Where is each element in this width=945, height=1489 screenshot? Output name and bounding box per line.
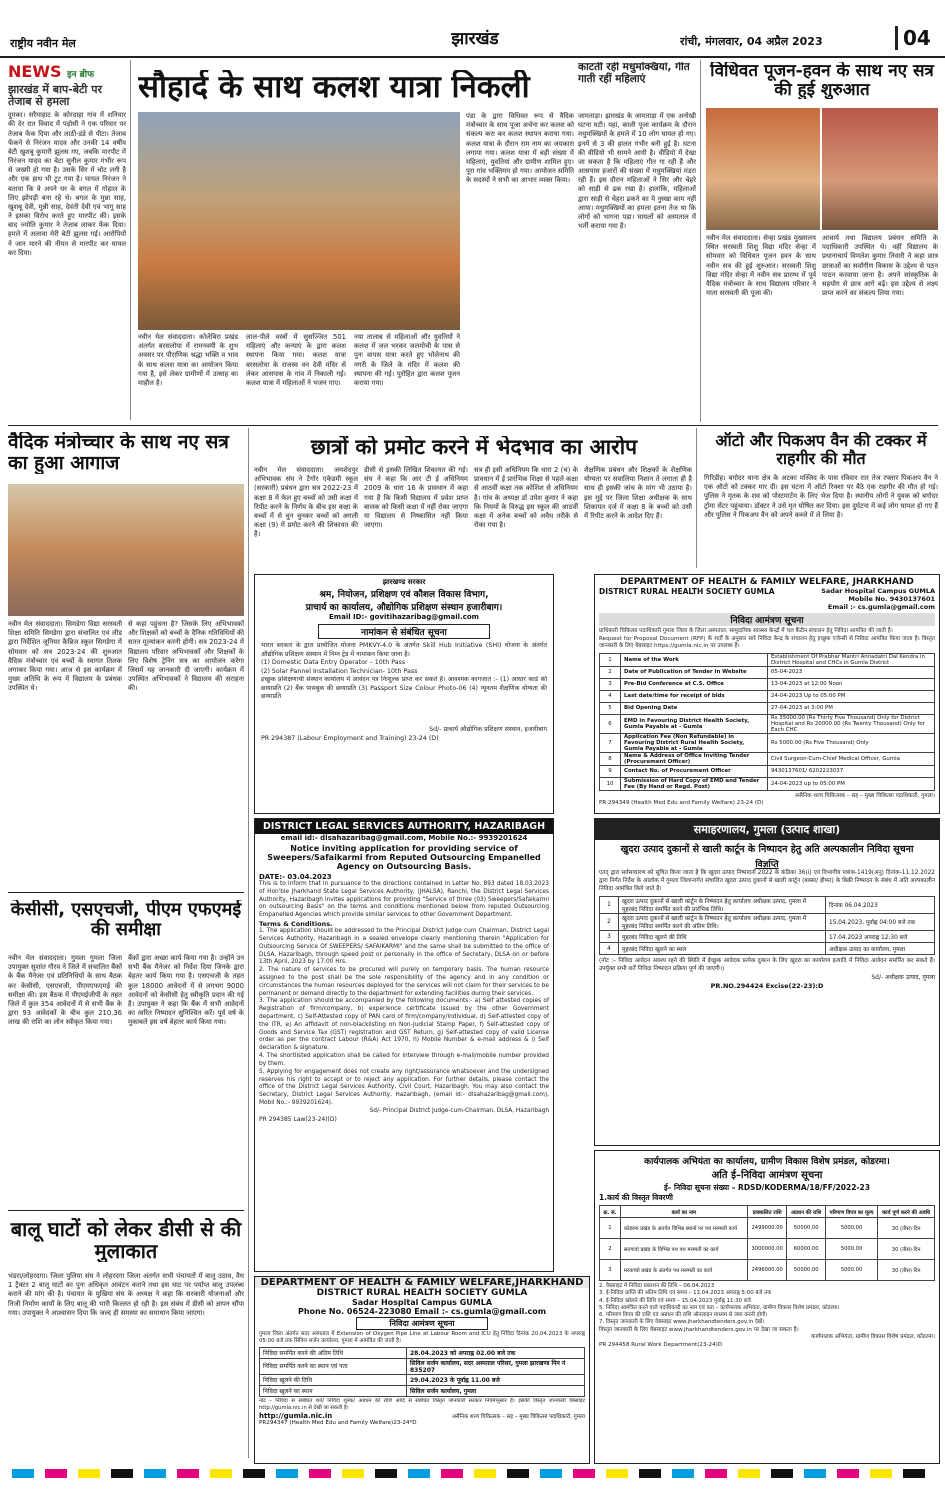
- row-value: 15.04.2023, पूर्वाह्न 04:00 बजे तक: [826, 914, 935, 931]
- news-tag: NEWS: [8, 62, 62, 81]
- row-number: 8: [600, 752, 621, 765]
- yagya-photo-2: [822, 108, 938, 230]
- cell-work: सतगावां प्रखंड के विभिन्न पथ पथ मरम्मती का कार्य: [620, 1239, 747, 1260]
- row-value: 9430137601/ 6202223037: [768, 765, 935, 777]
- kalash-photo: [138, 112, 460, 330]
- table-row: [600, 1260, 935, 1281]
- masthead: [0, 0, 945, 58]
- kalash-headline: सौहार्द के साथ कलश यात्रा निकली: [138, 70, 530, 105]
- ad-health-top-mobile: Mobile No. 9430137601: [848, 595, 935, 603]
- color-bar: [705, 1469, 727, 1478]
- color-bar: [903, 1469, 925, 1478]
- cell-work: मरकच्चो प्रखंड के अंतर्गत पथ मरम्मती का कार्य: [620, 1260, 747, 1281]
- kalash-body-4: पंडा के द्वारा विधिवत रूप से वैदिक मंत्रोच्चार के साथ पूजा अर्चना कर कलश को संकल्प करा कर कलश स्थापन कराया गया। कलश यात्रा के दौरान राम नाम का जयकारा लगाया गया। कलश यात्रा में बड़ी संख्या में महिलाएं, युवतियां और ग्रामीण शामिल हुए। पूरा गांव भक्तिमय हो गया। आयोजन समिति के सदस्यों ने सभी का आभार व्यक्त किया।: [466, 112, 574, 185]
- ad-health-top: [594, 574, 940, 814]
- kcc-body-2: बैंकों द्वारा अच्छा कार्य किया गया है। उन्होंने उन सभी बैंक मैनेजर को निर्देश दिया जिनके द्वारा बेहतर कार्य किया गया है। एसएचजी के तहत कुल 18000 आवेदनों में से लगभग 9000 आवेदनों को केसीसी हेतु स्वीकृति प्रदान की गई है। उपायुक्त ने कहा कि बैंक में सभी आवेदनों का त्वरित निष्पादन सुनिश्चित करें। पूर्व वर्ष के मुकाबले इस वर्ष बेहतर कार्य किया गया।: [128, 954, 244, 1027]
- color-bar: [342, 1469, 364, 1478]
- kalash-body-2: लाल-पीले वस्त्रों में सुसज्जित 501 महिलाएं और कन्याएं के द्वारा कलश स्थापना किया गया। कलश यात्रा बरसलोया के राजस्व वन देवी मंदिर से लेकर आसपास के गांव में निकाली गई। कलश यात्रा में महिलाओं ने भजन गाए।: [246, 333, 346, 387]
- row-label: मुहरबंद निविदा खुलने का स्थल: [619, 943, 826, 955]
- cell-period: 30 (तीस) दिन: [878, 1239, 935, 1260]
- kcc-body-1: नवीन मेल संवाददाता। गुमला गुमला जिला उपायुक्त सुशांत गौरव ने जिले में संचालित बैंकों के बैंक मैनेजर एवं प्रतिनिधियों के साथ बैठक कर केसीसी, एसएचजी, पीएमएफएमई की समीक्षा की। इस बैठक में पीएमईजीपी के तहत जिले में कुल 354 आवेदनों में से सभी बैंक के द्वारा 93 आवेदकों के बीच कुल 210.36 लाख की राशि का लोन स्वीकृत किया गया।: [8, 954, 122, 1027]
- row-label: Bid Opening Date: [621, 702, 768, 714]
- color-bar: [672, 1469, 694, 1478]
- ad-iti-body: भारत सरकार के द्वारा प्रायोजित योजना PMKVY-4.0 के अंतर्गत Skill Hub Initiative (SHI) योजना के अंतर्गत औद्योगिक प्रशिक्षण संस्थान में निम्न ट्रेड में नामांकन किया जाना है।: [261, 642, 547, 658]
- yagya-headline: विधिवत पूजन-हवन के साथ नए सत्र की हुई शुरुआत: [710, 62, 934, 100]
- table-row: [260, 1374, 585, 1385]
- cell-no: 3: [600, 1260, 621, 1281]
- ad-health-bottom-website[interactable]: http://gumla.nic.in: [259, 1411, 333, 1420]
- ad-iti-trade-2: (2) Solar Pannel Installation Technician- 10th Pass: [261, 667, 418, 675]
- ad-health-bottom-note: नोट – निविदा से संबंधित शर्त/ निविदा शुल्क/ अग्रधन की राशि आदि से संबंधित विस्तृत जानकारी सरकार नियमानुसार है। इसकी विस्तृत जानकारी वेबसाइट http://gumla.nic.in से देखी जा सकती है।: [259, 1397, 585, 1411]
- ad-health-bottom-notice-title: निविदा आमंत्रण सूचना: [356, 1317, 488, 1330]
- row-value: 28.04.2023 को अपराह्न 02.00 बजे तक: [407, 1347, 585, 1358]
- ad-rdsd-notes: [595, 1283, 939, 1327]
- color-bar: [804, 1469, 826, 1478]
- row-label: Last date/time for receipt of bids: [621, 690, 768, 702]
- color-bar: [45, 1469, 67, 1478]
- brand-name: राष्ट्रीय नवीन मेल: [10, 37, 76, 50]
- ad-health-bottom-pr: PR294347 (Health Med Edu and Family Welfare)23-24*D: [259, 1419, 417, 1426]
- ad-dlsa-term-2: 2. The nature of services to be procured will purely on temporary basis. The human resource assigned to the post shall be the sole responsibility of the agency and in any condition or circumstances the human resources deployed for the services will not claim for their services to be permanent or demand directly to the department for extending facilities during their services.: [259, 967, 549, 997]
- ad-health-top-campus: Sadar Hospital Campus GUMLA: [821, 587, 935, 595]
- table-row: [600, 777, 935, 790]
- cell-fee: 5000.00: [825, 1239, 877, 1260]
- cell-emd: 50000.00: [787, 1218, 825, 1239]
- row-label: मुहरबंद निविदा खुलने की तिथि: [619, 931, 826, 943]
- table-header: [600, 1206, 935, 1218]
- row-value: Rs 5000.00 (Rs Five Thousand) Only: [768, 733, 935, 752]
- row-label: Application Fee (Non Refundable) in Favouring District Rural Health Society, Gumla Payable at - Gumla: [621, 733, 768, 752]
- notice-note: 5. निविदा आमंत्रित करने वाले पदाधिकारी का नाम एवं पता – कार्यपालक अभियंता, ग्रामीण विकास विशेष प्रमंडल, कोडरमा।: [599, 1304, 840, 1311]
- vedic-photo: [8, 484, 244, 616]
- color-registration-bars: [0, 1466, 945, 1482]
- table-row: [600, 1239, 935, 1260]
- ad-health-top-body: प्राधिकारी चिकित्सा पदाधिकारी गुमला जिला के जिला अस्पताल, सामुदायिक स्वास्थ्य केन्द्रों में चल कैंटीन संचालन हेतु निविदा आमंत्रित की जाती है।: [599, 628, 893, 634]
- column-header: परिमाण विपत्र का मूल्य: [825, 1206, 877, 1218]
- accident-body: गिरिडीह। बगोदर थाना क्षेत्र के अटका मस्जिद के पास रविवार रात तेज रफ्तार पिकअप वैन ने एक ऑटो को टक्कर मार दी। इस घटना में ऑटो रिक्शा पर बैठे एक राहगीर की मौत हो गई। पुलिस ने मृतक के शव को पोस्टमार्टम के लिए भेज दिया है। स्थानीय लोगों ने युवक को बगोदर ट्रॉमा सेंटर पहुंचाया। डॉक्टर ने उसे मृत घोषित कर दिया। इस दुर्घटना में कई लोग घायल हो गए हैं और पुलिस ने पिकअप वैन को अपने कब्जे में ले लिया है।: [704, 474, 938, 519]
- ad-health-top-society: DISTRICT RURAL HEALTH SOCIETY GUMLA: [599, 587, 775, 596]
- dateline: रांची, मंगलवार, 04 अप्रैल 2023: [680, 35, 823, 48]
- ad-iti-pr: PR 294387 (Labour Employment and Training) 23-24 (D): [261, 734, 439, 742]
- color-bar: [606, 1469, 628, 1478]
- ad-rdsd-sign: कार्यपालक अभियंता, ग्रामीण विकास विशेष प्रमंडल, कोडरमा।: [811, 1334, 935, 1341]
- ad-health-top-notice-title: निविदा आमंत्रण सूचना: [599, 613, 935, 626]
- cell-no: 2: [600, 1239, 621, 1260]
- row-value: Establishment Of Prabhar Mantri Annadatri Dal Kendra in District Hospital and CHCs in Gumla District: [768, 653, 935, 666]
- table-row: [600, 943, 935, 955]
- color-bar: [738, 1469, 760, 1478]
- color-bar: [573, 1469, 595, 1478]
- page-number: 04: [895, 26, 931, 50]
- row-number: 9: [600, 765, 621, 777]
- ad-health-top-title: DEPARTMENT OF HEALTH & FAMILY WELFARE, JHARKHAND: [620, 577, 914, 587]
- ad-excise: [594, 818, 940, 1146]
- news-brief: [8, 62, 126, 422]
- ad-excise-subtitle: खुदरा उत्पाद दुकानों से खाली कार्टून के निष्पादन हेतु अति अल्पकालीन निविदा सूचना: [620, 844, 914, 855]
- vedic-body-2: से कहां पहुंचना है? जिसके लिए अभिभावकों और शिक्षकों को बच्चों के दैनिक गतिविधियों की सतत मूल्यांकन करनी होगी। सत्र 2023-24 में विद्यालय परिवार अभिभावकों और शिक्षकों के लिए विशेष ट्रेनिंग सत्र का आयोजन करेगा जिसमें यह जानकारी दी जाएगी। कार्यक्रम में उपस्थित अभिभावकों ने विद्यालय की सराहना की।: [128, 620, 244, 693]
- section-name: झारखंड: [451, 29, 499, 49]
- color-bar: [408, 1469, 430, 1478]
- vedic-body-1: नवीन मेल संवाददाता। सिमडेगा विद्या सरस्वती शिक्षा समिति सिमडेगा द्वारा संचालित एवं लीड द्वारा निर्देशित जूनियर कैब्रिज स्कूल सिमडेगा में सोमवार को सत्र 2023-24 की शुरुआत वैदिक मंत्रोच्चार एवं बच्चों के स्वागत तिलक लगाकर किया गया। आज से इस कार्यक्रम में मुख्य अतिथि के रूप में विद्यालय के प्रबंधक उपस्थित थे।: [8, 620, 122, 693]
- ad-rdsd-koderma: [594, 1150, 940, 1464]
- color-bar: [540, 1469, 562, 1478]
- notice-note: 7. विस्तृत जानकारी के लिए वेबसाइट www.jharkhandtenders.gov.in देखें।: [599, 1319, 765, 1326]
- column-header: कार्य का नाम: [620, 1206, 747, 1218]
- ad-health-bottom-society: DISTRICT RURAL HEALTH SOCIETY GUMLA: [316, 1288, 528, 1298]
- table-row: [260, 1358, 585, 1374]
- table-row: [600, 690, 935, 702]
- promote-body-3: सत्र ही इसी अधिनियम कि धारा 2 (च) के प्रावधान में ई प्रारंभिक शिक्षा से पहले कक्षा से आठवीं कक्षा तक कोशिश से अधिनियम है। गांव के अध्यक्ष डॉ उमेश कुमार ने कहा कि नियमों के विरुद्ध इस स्कूल की आठवीं कक्षा में अनेक बच्चों को अवैध तरीके से रोका गया है।: [474, 466, 578, 530]
- color-bar: [375, 1469, 397, 1478]
- color-bar: [771, 1469, 793, 1478]
- row-number: 5: [600, 702, 621, 714]
- cell-period: 30 (तीस) दिन: [878, 1260, 935, 1281]
- promote-headline: छात्रों को प्रमोट करने में भेदभाव का आरोप: [310, 436, 638, 459]
- promote-body-1: नवीन मेल संवाददाता। जमशेदपुर अभिभावक संघ ने टैगोर एकेडमी स्कूल (सरकारी) प्रबंधन द्वारा सत्र 2022-23 में कक्षा 8 में फेल हुए बच्चों को उसी कक्षा में रिपीट करने के निर्णय के बीच इस कक्षा के बच्चों में से चुन चुनकर बच्चों को अगली कक्षा (9) में प्रमोट करने की शिकायत की है।: [254, 466, 358, 539]
- ad-health-top-pr: PR 294349 (Health Med Edu and Family Welfare) 23-24 (D): [599, 800, 764, 807]
- table-row: [600, 752, 935, 765]
- ad-dlsa-terms-title: Terms & Conditions.: [259, 920, 333, 929]
- ad-excise-note: (नोट :– निविदा आवेदन अवश्य रहने की स्थिति में ईच्छुक आवेदक प्रत्येक दुकान के लिए खुदरा का कार्यालय इत्यादि में निविदा आवेदन समर्पित कर सकते हैं। उपर्युक्त सभी शर्तें निविदा निष्पादन प्रक्रिया पूर्ण की जाएगी।): [599, 958, 935, 973]
- row-label: Contact No. of Procurement Officer: [621, 765, 768, 777]
- kalash-body-3: नया तालाब से महिलाओं और युवतियों ने कलश में जल भरकर जलमोची के पास से पुनः वापस यात्रा करते हुए भोलेनाथ की नगरी के जिले के मंदिर में कलश की स्थापना की गई। पुरोहित द्वारा कलश पूजन कराया गया।: [354, 333, 460, 387]
- ad-iti-trade-1: (1) Domestic Data Entry Operator – 10th Pass: [261, 659, 406, 666]
- cell-amount: 2496000.00: [747, 1260, 787, 1281]
- row-label: Pre-Bid Conference at C.S. Office: [621, 678, 768, 690]
- promote-body-2: डीसी से इसकी लिखित शिकायत की गई। संघ ने कहा कि आर टी ई अधिनियम 2009 के धारा 16 के प्रावधान में कहा गया है कि किसी विद्यालय में प्रवेश प्राप्त बालक को किसी कक्षा में नहीं रोका जाएगा या विद्यालय से निष्कासित नहीं किया जाएगा।: [364, 466, 468, 530]
- accident-headline: ऑटो और पिकअप वैन की टक्कर में राहगीर की मौत: [715, 432, 927, 468]
- ad-iti-office: प्राचार्य का कार्यालय, औद्योगिक प्रशिक्षण संस्थान हजारीबाग।: [305, 603, 503, 613]
- ad-dlsa-date: DATE:- 03.04.2023: [259, 873, 332, 881]
- cell-emd: 60000.00: [787, 1239, 825, 1260]
- color-bar: [12, 1469, 34, 1478]
- ad-dlsa-body: This is to inform that in pursuance to the directions contained in Letter No. 893 dated 18.03.2023 of Hon'ble Jharkhand State Legal Services Authority, (JHALSA), Ranchi, the District Legal Services Authority, Hazaribagh invites applications for providing "Service of three (03) Sweepers/Safaikarmi on outsourcing Basis" on the terms and conditions mentioned below from reputed Outsourcing Empanelled Agencies which provide similar services to other Government Department.: [259, 881, 549, 919]
- ad-dlsa-subject: Notice inviting application for providing service of Sweepers/Safaikarmi from Reputed Outsourcing Empanelled Agency on Outsourcing Basis.: [267, 844, 541, 871]
- color-bar: [144, 1469, 166, 1478]
- table-row: [600, 653, 935, 666]
- row-label: Date of Publication of Tender in Website: [621, 666, 768, 678]
- ad-iti-sign: Sd/- प्राचार्य औद्योगिक प्रशिक्षण संस्थान, हजारीबाग: [429, 726, 547, 733]
- row-label: निविदा खुलने का स्थान: [260, 1385, 407, 1396]
- table-row: [600, 678, 935, 690]
- row-number: 1: [600, 653, 621, 666]
- table-row: [600, 666, 935, 678]
- table-row: [260, 1347, 585, 1358]
- ad-rdsd-table: [599, 1205, 935, 1281]
- promote-body-4: शैक्षणिक प्रबंधन और शिक्षकों के शैक्षणिक योग्यता पर सवालिया निशान ते लगाता ही है साथ ही इसकी जांच के मांग भी उठाया है। इस मुद्दे पर जिला शिक्षा अधीक्षक के साथ शिकायत दर्ज में कक्षा 8 के बच्चों को उसी में रिपीट करने के आदेश दिए हैं।: [584, 466, 692, 520]
- brief-headline: झारखंड में बाप-बेटी पर तेजाब से हमला: [8, 83, 102, 109]
- ad-dlsa-contact: email id:- dlsahazaribag@gmail.com, Mobile No.:- 9939201624: [280, 834, 528, 842]
- ad-rdsd-website: विस्तृत जानकारी के लिए वेबसाइट www.jharkhandtenders.gov.in पर देखा जा सकता है।: [599, 1326, 799, 1333]
- row-number: 10: [600, 777, 621, 790]
- ad-health-bottom-body: गुमला जिला अंतर्गत सदर अस्पताल में Extension of Oxygen Pipe Line at Labour Room and ICU हेतु निविदा दिनांक 20.04.2023 के अपराह्न 05:00 बजे तक सिविल सर्जन कार्यालय, गुमला में आमंत्रित की जाती है।: [259, 1331, 585, 1345]
- ad-health-bottom-table: [259, 1347, 585, 1397]
- ad-health-top-table: [599, 653, 935, 791]
- balu-headline: बालू घाटों को लेकर डीसी से की मुलाकात: [10, 1218, 242, 1262]
- ad-iti-govt: झारखण्ड सरकार: [382, 578, 426, 586]
- color-bar: [309, 1469, 331, 1478]
- kcc-headline: केसीसी, एसएचजी, पीएम एफएमई की समीक्षा: [10, 900, 242, 940]
- cell-emd: 50000.00: [787, 1260, 825, 1281]
- table-row: [600, 765, 935, 777]
- column-header: क्र. सं.: [600, 1206, 621, 1218]
- yagya-body-2: आचार्य तथा विद्यालय प्रबंधन समिति के पदाधिकारी उपस्थित थे। वहीं विद्यालय के प्रधानाचार्य विमलेश कुमार तिवारी ने कहा छात्र छात्राओं का सर्वांगीण विकास के उद्देश्य से पठन पाठन करवाया जाना है। अपने सांस्कृतिक के सहयोग से छात्र आगे बढ़ें। इस उद्देश्य से लक्ष्य प्राप्त करने का संकल्प लिया गया।: [822, 234, 938, 298]
- row-label: Name & Address of Office Inviting Tender (Procurement Officer): [621, 752, 768, 765]
- color-bar: [474, 1469, 496, 1478]
- row-number: 4: [600, 943, 619, 955]
- notice-note: 2. वेबसाइट में निविदा प्रकाशन की तिथि – 06.04.2023: [599, 1283, 715, 1289]
- color-bar: [210, 1469, 232, 1478]
- ad-dlsa-term-5: 5. Applying for engagement does not create any right/assurance whatsoever and the undersigned reserves his right to accept or to reject any application. For further details, please contact the office of the District Legal Services Authority, Civil Court, Hazaribagh. You may also contact the Secretary, District Legal Services Authority, Hazaribagh, (email id:- dlsahazaribag@gmail.com), Mobil No.:- 9939201624).: [259, 1068, 549, 1106]
- row-value: सिविल सर्जन कार्यालय, गुमला: [407, 1385, 585, 1396]
- row-number: 6: [600, 714, 621, 733]
- color-bar: [111, 1469, 133, 1478]
- row-number: 2: [600, 666, 621, 678]
- cell-period: 30 (तीस) दिन: [878, 1218, 935, 1239]
- ad-rdsd-title: कार्यपालक अभियंता का कार्यालय, ग्रामीण विकास विशेष प्रमंडल, कोडरमा।: [644, 1157, 890, 1167]
- kalash-body-1: नवीन मेल संवाददाता। कोलेबिरा प्रखंड अंतर्गत बरसलोया में रामनवमी के शुभ अवसर पर पौराणिक श्रद्धा भक्ति व भाव के साथ कलश यात्रा का आयोजन किया गया है, इसे लेकर ग्रामीणों में उत्साह का माहौल है।: [138, 333, 238, 387]
- bees-body: जामताड़ा। झारखंड के जामताड़ा में एक अनोखी घटना घटी। यहां, काली पूजा कार्यक्रम के दौरान मधुमक्खियों के हमले में 10 लोग घायल हो गए। इनमें से 3 की हालत गंभीर बनी हुई है। घटना की वीडियो भी सामने आयी है। वीडियो में देखा जा सकता है कि महिलाएं गीत गा रही हैं और आसपास हजारों की संख्या में मधुमक्खियां मंडरा रही हैं। इस दौरान महिलाओं ने सिर और चेहरे को साड़ी से ढक रखा है। हालांकि, महिलाओं द्वारा साड़ी से चेहरा ढकने का ये नुस्खा काम नहीं आया। मधुमक्खियों का हमला इतना तेज था कि लोगों को भागना पड़ा। घायलों को अस्पताल में भर्ती कराया गया है।: [578, 112, 696, 231]
- color-bar: [870, 1469, 892, 1478]
- ad-rdsd-subtitle: अति ई–निविदा आमंत्रण सूचना: [711, 1170, 823, 1181]
- color-bar: [78, 1469, 100, 1478]
- ad-excise-sign: Sd/- अधीक्षक उत्पाद, गुमला: [871, 974, 935, 982]
- ad-health-bottom-phone: Phone No. 06524-223080 Email :- cs.gumla@gmail.com: [297, 1307, 547, 1316]
- bees-headline: काटती रही मधुमक्खियां, गीत गाती रहीं महिलाएं: [578, 62, 690, 85]
- row-label: Name of the Work: [621, 653, 768, 666]
- column-header: अग्रधन की राशि: [787, 1206, 825, 1218]
- ad-excise-body: एतद् द्वारा सर्वसाधारण को सूचित किया जाता है कि खुदरा उत्पाद निष्पादनों 2022 के कंडिका 36(i) एवं विभागीय पत्रांक-1419(अनु) दिनांक-11.12.2022 द्वारा निर्गत निर्देश के आलोक में गुमला जिलान्तर्गत संचालित खुदरा उत्पाद दुकानों से खाली कार्टून (बक्सा/ हीफर) के बिक्री निष्पादन के संबंध में अति अल्पकालीन निविदा आमंत्रित किये जाते हैं।: [599, 870, 935, 892]
- ad-iti-email: Email ID:- govitihazaribag@gmail.com: [329, 613, 479, 621]
- row-value: Civil Surgeon-Cum-Chief Medical Officer, Gumla: [768, 752, 935, 765]
- yagya-photo-1: [706, 108, 820, 230]
- ad-health-top-rfp: Request for Proposal Document (RFP) के शर्तों के अनुसार सारे निविदा केन्द्र के संचालन हेतु इच्छुक एजेन्सी से निविदा आमंत्रित किया जाता है। विस्तृत जानकारी के लिए वेबसाइट https://gumla.nic.in पर उपलब्ध है।: [599, 635, 935, 650]
- ad-excise-pr: PR.NO.294424 Excise(22-23):D: [710, 982, 824, 991]
- row-value: 29.04.2023 के पूर्वाह्न 11.00 बजे: [407, 1374, 585, 1385]
- table-row: [600, 914, 935, 931]
- ad-health-top-email: Email :- cs.gumla@gmail.com: [827, 603, 935, 611]
- ad-dlsa-sign: Sd/- Principal District Judge-cum-Chairman, DLSA, Hazaribagh: [369, 1107, 549, 1114]
- row-value: Rs 35000.00 (Rs Thirty Five Thousand) Only for District Hospital and Rs 20000.00 (Rs Twenty Thousand) Only for Each CHC: [768, 714, 935, 733]
- ad-health-top-sign: असैनिक शल्य चिकित्सक – सह – मुख्य चिकित्सा पदाधिकारी, गुमला।: [794, 792, 935, 799]
- balu-body: भंडरा/लोहरदगा। जिला पुलिया संघ ने लोहरदगा जिला अंतर्गत सभी पंचायतों में बालू उठाव, वैध 1 ट्रैक्टर 2 बालू घाटों का पुनः अधिकृत आवंटन कराने तथा इस घाट पर पर्याप्त बालू उपलब्ध कराने की मांग की है। पंचायत के मुखिया संघ के अध्यक्ष ने कहा कि सरकारी योजनाओं और निजी निर्माण कार्यों के लिए बालू की भारी किल्लत हो रही है। इस संबंध में डीसी को ज्ञापन सौंपा गया। उपायुक्त ने आश्वासन दिया कि जल्द ही समस्या का समाधान किया जाएगा।: [8, 1272, 244, 1317]
- table-row: [600, 897, 935, 914]
- row-number: 2: [600, 914, 619, 931]
- color-bar: [276, 1469, 298, 1478]
- ad-dlsa-term-4: 4. The shortlisted application shall be called for interview through e-mail/mobile number provided by them.: [259, 1053, 549, 1067]
- ad-health-bottom-sign: असैनिक शल्य चिकित्सक – सह – मुख्य चिकित्सा पदाधिकारी, गुमला: [451, 1413, 585, 1420]
- ad-rdsd-section: 1.कार्य की विस्तृत विवरणी: [599, 1193, 673, 1202]
- notice-note: 3. ई-निविदा प्राप्ति की अंतिम तिथि एवं समय – 13.04.2023 अपराह्न 5:00 बजे तक: [599, 1290, 772, 1297]
- brief-body: दुमका। सरैयाहाट के कोरदाहा गांव में शनिवार की देर रात विवाद में पड़ोसी ने एक परिवार पर तेजाब फेंक दिया और लाठी-डंडे से पीटा। तेजाब फेंकने से निरंजन यादव और उनकी 14 वर्षीय बेटी खुशबू कुमारी झुलस गए, जबकि मारपीट में निरंजन यादव का बेटा सुनील कुमार गंभीर रूप से जख्मी हो गया है। उसके सिर में चोट लगी है और एक हाथ भी टूट गया है। घायल निरंजन ने बताया कि वे अपने घर के बगल में गोहाल के लिए झोपड़ी बना रहे थे। बगल के मुन्ना साह, खुशबू देवी, मुन्नी साह, देवंती देवी एवं भागू साह ने इसका विरोध करते हुए मारपीट की। इसके बाद ज्योति कुमार ने तेजाब लाकर फेंक दिया। हमले में अलावा मेरी बेटी झुलस गई। आरोपियों ने जान मारने की नीयत से मारपीट कर घायल कर दिया।: [8, 111, 126, 257]
- row-label: निविदा समर्पित करने की अंतिम तिथि: [260, 1347, 407, 1358]
- row-value: 13-04-2023 at 12:00 Noon: [768, 678, 935, 690]
- color-bar: [243, 1469, 265, 1478]
- ad-health-bottom-title: DEPARTMENT OF HEALTH & FAMILY WELFARE,JHARKHAND: [255, 1277, 589, 1288]
- ad-excise-table: [599, 896, 935, 955]
- yagya-body-1: नवीन मेल संवाददाता। सेन्हा प्रखंड मुख्यालय स्थित सरस्वती शिशु विद्या मंदिर सेन्हा में सोमवार को विधिवत पूजन हवन के साथ नवीन सत्र की हुई शुरुआत। सरस्वती शिशु विद्या मंदिर सेन्हा में नवीन सत्र प्रारम्भ में पूर्व वैदिक मंत्रोच्चार के साथ विद्यालय परिवार ने माता सरस्वती की पूजा की।: [706, 234, 816, 298]
- row-number: 1: [600, 897, 619, 914]
- ad-excise-title: समाहरणालय, गुमला (उत्पाद शाखा): [595, 819, 939, 840]
- row-label: Submission of Hard Copy of EMD and Tender Fee (By Hand or Regd. Post): [621, 777, 768, 790]
- table-row: [600, 1218, 935, 1239]
- ad-dlsa-term-3: 3. The application should be accompanied by the following documents:- a) Self attested copies of Registration of firm/company, b) experience certificate issued by the other Government department, c) Self-Attested copy of PAN card of firm/company/individual, d) Self-attested copy of the ITR, e) An affidavit of non-blacklisting on Non-Judicial Stamp Paper, f) Self-attested copy of Goods and Service Tax (GST) registration and GST Return, g) Self-attested copy of valid License order as per the contract Labour (R&A) Act 1970, h) Mobile Number & e-mail address & i) Self declaration & signature.: [259, 998, 549, 1052]
- color-bar: [177, 1469, 199, 1478]
- row-value: 17.04.2023 अपराह्न 12:30 बजे: [826, 931, 935, 943]
- row-value: 05-04-2023: [768, 666, 935, 678]
- table-row: [600, 733, 935, 752]
- ad-iti-body-2: इच्छुक प्रशिक्षणार्थी संस्थान कार्यालय में आवेदन पत्र निःशुल्क प्राप्त कर सकते हैं। आवश्यक कागजात :- (1) आधार कार्ड की छायाप्रति (2) बैंक पासबुक की छायाप्रति (3) Passport Size Colour Photo-06 (4) न्यूनतम शैक्षणिक योग्यता की छायाप्रति: [261, 676, 547, 700]
- cell-amount: 3000000.00: [747, 1239, 787, 1260]
- cell-fee: 5000.00: [825, 1260, 877, 1281]
- notice-note: 6. परिमाण विपत्र की राशि एवं अग्रधन की राशि ऑनलाइन माध्यम से जमा करनी होगी।: [599, 1312, 768, 1319]
- column-header: प्राक्कलित राशि: [747, 1206, 787, 1218]
- column-header: कार्य पूर्ण करने की अवधि: [878, 1206, 935, 1218]
- cell-work: कोडरमा प्रखंड के अंतर्गत विभिन्न स्थानों पर पथ मरम्मती कार्य: [620, 1218, 747, 1239]
- row-number: 3: [600, 678, 621, 690]
- row-number: 7: [600, 733, 621, 752]
- row-value: 24-04-2023 Up to 05:00 PM: [768, 690, 935, 702]
- row-value: 24-04-2023 up to 05:00 PM: [768, 777, 935, 790]
- row-number: 4: [600, 690, 621, 702]
- cell-amount: 2499000.00: [747, 1218, 787, 1239]
- vedic-headline: वैदिक मंत्रोच्चार के साथ नए सत्र का हुआ आगाज: [8, 432, 229, 474]
- table-row: [600, 714, 935, 733]
- table-row: [260, 1385, 585, 1396]
- table-row: [600, 931, 935, 943]
- print-color-strip: [0, 1466, 945, 1482]
- table-row: [600, 702, 935, 714]
- row-label: EMD in Favouring District Health Society, Gumla Payable at - Gumla: [621, 714, 768, 733]
- ad-iti-hazaribag: [254, 574, 554, 814]
- ad-dlsa-term-1: 1. The application should be addressed to the Principal District Judge cum Chairman, District Legal Services Authority, Hazaribagh in a sealed envelope clearly mentioning therein "Application for Outsourcing Service Of SWEEPERS/ SAFAIKARMI" and the same shall be submitted to the office of DLSA, Hazaribagh, through speed post or personally in the office of Secretary, DLSA on or before 13th April, 2023 by 17:00 Hrs.: [259, 928, 549, 966]
- ad-rdsd-pr: PR 294458 Rural Work Department(23-24)D: [599, 1341, 723, 1348]
- row-number: 3: [600, 931, 619, 943]
- ad-dlsa-pr: PR 294385 Law(23-24)(D): [259, 1115, 337, 1123]
- color-bar: [441, 1469, 463, 1478]
- notice-note: 4. ई-निविदा खोलने की तिथि एवं समय – 15.04.2023 पूर्वाह्न 11:30 बजे: [599, 1297, 751, 1304]
- ad-health-bottom-campus: Sadar Hospital Campus GUMLA: [351, 1298, 493, 1307]
- row-label: खुदरा उत्पाद दुकानों से खाली कार्टून के निष्पादन हेतु कार्यालय अधीक्षक उत्पाद, गुमला में मुहरबंद निविदा समर्पित करने की अंतिम तिथि।: [619, 914, 826, 931]
- row-label: निविदा खुलने की तिथि: [260, 1374, 407, 1385]
- color-bar: [639, 1469, 661, 1478]
- cell-fee: 5000.00: [825, 1218, 877, 1239]
- row-label: निविदा समर्पित करने का स्थान एवं पता: [260, 1358, 407, 1374]
- ad-excise-vigyapti: विज्ञप्ति: [755, 860, 779, 870]
- row-value: सिविल सर्जन कार्यालय, सदर अस्पताल परिसर, गुमला झारखण्ड पिन नं 835207: [407, 1358, 585, 1374]
- ad-health-bottom: [254, 1276, 590, 1464]
- ad-iti-notice-title: नामांकन से संबंधित सूचना: [318, 624, 490, 639]
- row-value: अधीक्षक उत्पाद का कार्यालय, गुमला: [826, 943, 935, 955]
- color-bar: [507, 1469, 529, 1478]
- ad-rdsd-ref: ई– निविदा सूचना संख्या – RDSD/KODERMA/18/FF/2022-23: [663, 1183, 870, 1192]
- row-value: 27-04-2023 at 3:00 PM: [768, 702, 935, 714]
- brief-tag: इन ब्रीफ: [67, 70, 95, 80]
- ad-dlsa: [254, 818, 554, 1272]
- color-bar: [837, 1469, 859, 1478]
- row-value: दिनांक 06.04.2023: [826, 897, 935, 914]
- ad-dlsa-title: DISTRICT LEGAL SERVICES AUTHORITY, HAZARIBAGH: [255, 819, 553, 834]
- cell-no: 1: [600, 1218, 621, 1239]
- row-label: खुदरा उत्पाद दुकानों से खाली कार्टून के निष्पादन हेतु कार्यालय अधीक्षक उत्पाद, गुमला में मुहरबंद निविदा समर्पित करने की प्रारंभिक तिथि।: [619, 897, 826, 914]
- ad-iti-dept: श्रम, नियोजन, प्रशिक्षण एवं कौशल विकास विभाग,: [319, 590, 489, 600]
